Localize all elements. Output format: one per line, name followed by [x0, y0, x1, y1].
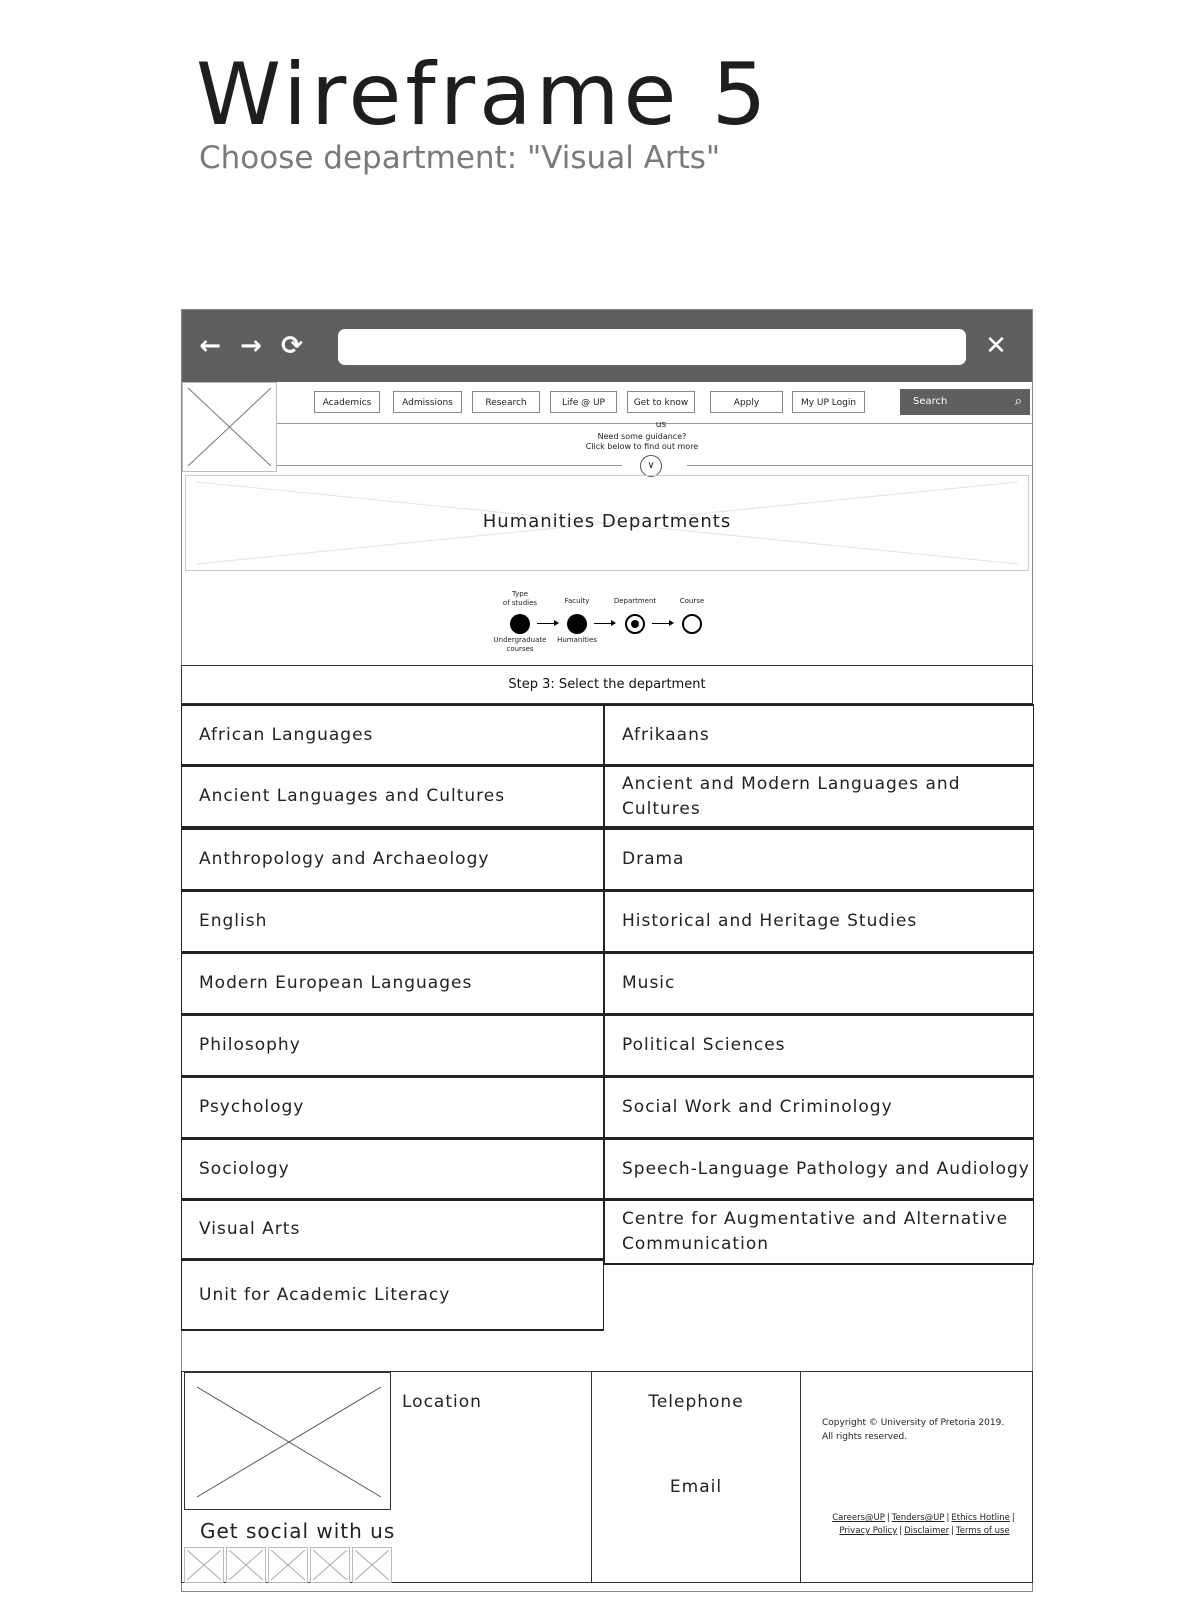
banner-image-placeholder: [185, 475, 1029, 571]
step-value-type-of-studies: Undergraduate courses: [493, 636, 547, 653]
copyright-text: [822, 1416, 1027, 1444]
guidance-divider-right: [687, 465, 1032, 466]
social-icon-placeholder[interactable]: [268, 1547, 308, 1583]
social-icon-placeholder[interactable]: [310, 1547, 350, 1583]
department-visual-arts[interactable]: Visual Arts: [181, 1199, 604, 1260]
social-icon-placeholder[interactable]: [352, 1547, 392, 1583]
department-english[interactable]: English: [181, 890, 604, 953]
nav-life-at-up-button[interactable]: Life @ UP: [550, 391, 617, 413]
footer-link-tenders-up[interactable]: Tenders@UP: [891, 1513, 945, 1523]
page-title: Wireframe 5: [196, 45, 771, 145]
footer-logo-placeholder: [184, 1372, 391, 1510]
footer-divider: [800, 1372, 801, 1582]
address-bar[interactable]: [338, 329, 966, 365]
footer-link-privacy-policy[interactable]: Privacy Policy: [839, 1526, 898, 1536]
footer-link-careers-up[interactable]: Careers@UP: [832, 1513, 885, 1523]
banner-title: Humanities Departments: [482, 511, 732, 532]
department-modern-european-languages[interactable]: Modern European Languages: [181, 952, 604, 1015]
chevron-down-icon[interactable]: ∨: [640, 455, 662, 477]
department-political-sciences[interactable]: Political Sciences: [604, 1014, 1034, 1077]
back-arrow-icon[interactable]: ←: [199, 331, 221, 361]
nav-academics-button[interactable]: Academics: [314, 391, 380, 413]
guidance-line2: Click below to find out more: [585, 442, 699, 451]
department-afrikaans[interactable]: Afrikaans: [604, 704, 1034, 766]
search-placeholder: Search: [913, 396, 948, 407]
department-historical-and-heritage-studies[interactable]: Historical and Heritage Studies: [604, 890, 1034, 953]
department-social-work-and-criminology[interactable]: Social Work and Criminology: [604, 1076, 1034, 1139]
footer-telephone: Telephone: [648, 1392, 744, 1412]
link-separator: |: [951, 1526, 954, 1536]
department-sociology[interactable]: Sociology: [181, 1138, 604, 1200]
footer-links: [812, 1512, 1037, 1538]
site-footer: [181, 1371, 1033, 1583]
department-african-languages[interactable]: African Languages: [181, 704, 604, 766]
search-icon[interactable]: ⌕: [1014, 394, 1022, 409]
guidance-divider-left: [277, 465, 622, 466]
department-centre-for-augmentative-and-alternative-communication[interactable]: Centre for Augmentative and Alternative Communication: [604, 1199, 1034, 1265]
step-label-type-of-studies: Type of studies: [502, 590, 538, 607]
step-label-course: Course: [679, 597, 705, 605]
department-psychology[interactable]: Psychology: [181, 1076, 604, 1139]
copyright-line1: Copyright © University of Pretoria 2019.: [822, 1418, 1005, 1428]
department-ancient-and-modern-languages-and-cultures[interactable]: Ancient and Modern Languages and Cultures: [604, 765, 1034, 828]
link-separator: |: [899, 1526, 903, 1536]
copyright-line2: All rights reserved.: [822, 1432, 908, 1442]
browser-window: [181, 309, 1033, 1592]
site-logo-placeholder[interactable]: [182, 382, 277, 472]
step-label-department: Department: [613, 597, 657, 605]
footer-email: Email: [669, 1477, 723, 1497]
nav-get-to-know-us-button[interactable]: Get to know us: [627, 391, 695, 413]
footer-location: Location: [402, 1392, 482, 1412]
nav-my-up-login-button[interactable]: My UP Login: [792, 391, 865, 413]
department-drama[interactable]: Drama: [604, 828, 1034, 891]
department-philosophy[interactable]: Philosophy: [181, 1014, 604, 1077]
search-input[interactable]: [900, 389, 1030, 415]
step-header: Step 3: Select the department: [181, 665, 1033, 704]
nav-admissions-button[interactable]: Admissions: [393, 391, 462, 413]
footer-link-terms-of-use[interactable]: Terms of use: [955, 1526, 1010, 1536]
social-icon-placeholder[interactable]: [184, 1547, 224, 1583]
department-anthropology-and-archaeology[interactable]: Anthropology and Archaeology: [181, 828, 604, 891]
step-arrow-icon: [594, 623, 614, 624]
browser-toolbar: [182, 310, 1032, 382]
nav-research-button[interactable]: Research: [472, 391, 540, 413]
close-icon[interactable]: ✕: [985, 331, 1007, 361]
nav-apply-button[interactable]: Apply: [710, 391, 783, 413]
social-icon-placeholder[interactable]: [226, 1547, 266, 1583]
step-value-faculty: Humanities: [557, 636, 597, 644]
department-speech-language-pathology-and-audiology[interactable]: Speech-Language Pathology and Audiology: [604, 1138, 1034, 1200]
guidance-line1: Need some guidance?: [597, 432, 687, 441]
step-dot-type-of-studies[interactable]: [510, 614, 530, 634]
link-separator: |: [1011, 1513, 1015, 1523]
header-divider: [277, 423, 1032, 424]
department-ancient-languages-and-cultures[interactable]: Ancient Languages and Cultures: [181, 765, 604, 828]
reload-icon[interactable]: ⟳: [281, 331, 303, 361]
step-dot-faculty[interactable]: [567, 614, 587, 634]
social-heading: Get social with us: [200, 1519, 396, 1543]
footer-link-disclaimer[interactable]: Disclaimer: [904, 1526, 950, 1536]
guidance-text: [552, 432, 732, 452]
page-subtitle: Choose department: "Visual Arts": [199, 140, 721, 176]
department-music[interactable]: Music: [604, 952, 1034, 1015]
link-separator: |: [946, 1513, 950, 1523]
step-dot-course[interactable]: [682, 614, 702, 634]
department-unit-for-academic-literacy[interactable]: Unit for Academic Literacy: [181, 1259, 604, 1331]
step-dot-department[interactable]: [625, 614, 645, 634]
forward-arrow-icon[interactable]: →: [240, 331, 262, 361]
link-separator: |: [886, 1513, 890, 1523]
step-label-faculty: Faculty: [564, 597, 590, 605]
step-arrow-icon: [652, 623, 672, 624]
step-arrow-icon: [537, 623, 557, 624]
footer-link-ethics-hotline[interactable]: Ethics Hotline: [951, 1513, 1010, 1523]
